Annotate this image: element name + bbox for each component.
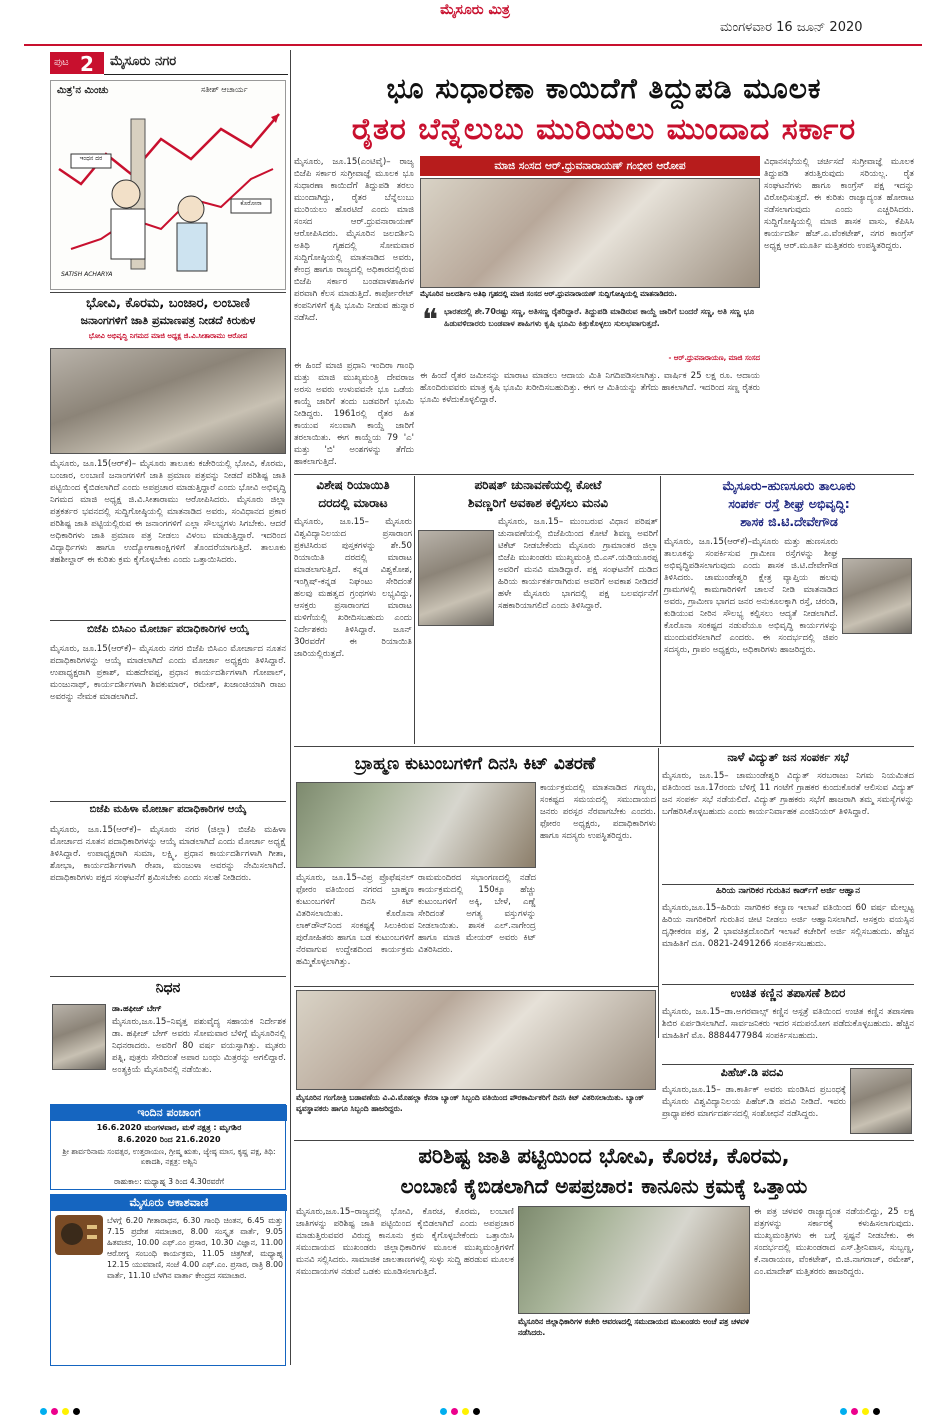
cartoon-sign-left: ಇಂಧನ ದರ [79, 155, 103, 162]
panchanga-line2: 8.6.2020 ರಿಂದ 21.6.2020 [117, 1135, 221, 1144]
mahila-headline: ಬಿಜೆಪಿ ಮಹಿಳಾ ಮೋರ್ಚಾ ಪದಾಧಿಕಾರಿಗಳ ಆಯ್ಕೆ [89, 804, 247, 815]
cartoon-sign-right: ಕೊರೋನಾ [240, 200, 262, 207]
bottom-body-left: ಮೈಸೂರು,ಜೂ.15–ರಾಜ್ಯದಲ್ಲಿ ಭೋವಿ, ಕೊರಚ, ಕೊರಮ, ಲಂಬಾಣಿ ಜಾತಿಗಳನ್ನು ಪರಿಶಿಷ್ಟ ಜಾತಿ ಪಟ್ಟಿಯಿಂದ ಕೈಬಿಡಲಾಗಿದೆ ಎಂದು ಅಪಪ್ರಚಾರ ಮಾಡುತ್ತಿರುವವರ ವಿರುದ್ಧ ಕಾನೂನು ಕ್ರಮ ಕೈಗೊಳ್ಳಬೇಕೆಂದು ಒತ್ತಾಯಿಸಿ ಸಮುದಾಯದ ಮುಖಂಡರು ಜಿಲ್ಲಾಧಿಕಾರಿಗಳ ಮೂಲಕ ಮುಖ್ಯಮಂತ್ರಿಗಳಿಗೆ ಮನವಿ ಸಲ್ಲಿಸಿದರು. ಸಾಮಾಜಿಕ ಜಾಲತಾಣಗಳಲ್ಲಿ ಸುಳ್ಳು ಸುದ್ದಿ ಹರಡುವ ಮೂಲಕ ಸಮುದಾಯಗಳ ನಡುವೆ ಒಡಕು ಮೂಡಿಸಲಾಗುತ್ತಿದೆ. [296, 1207, 514, 1277]
panchanga-line1: 16.6.2020 ಮಂಗಳವಾರ, ಮಳೆ ನಕ್ಷತ್ರ : ಮೃಗಶಿರ [96, 1123, 242, 1132]
cartoon-title: ಮಿತ್ರ'ನ ಮಿಂಚು [57, 85, 109, 96]
bottom-headline-2: ಲಂಬಾಣಿ ಕೈಬಿಡಲಾಗಿದೆ ಅಪಪ್ರಚಾರ: ಕಾನೂನು ಕ್ರಮಕ್ಕೆ ಒತ್ತಾಯ [400, 1174, 808, 1198]
bhovi-headline-2: ಜನಾಂಗಗಳಿಗೆ ಜಾತಿ ಪ್ರಮಾಣಪತ್ರ ನೀಡದೆ ಕಿರುಕುಳ [80, 314, 256, 327]
bottom-photo-caption: ಮೈಸೂರಿನ ಜಿಲ್ಲಾಧಿಕಾರಿಗಳ ಕಚೇರಿ ಆವರಣದಲ್ಲಿ ಸಮುದಾಯದ ಮುಖಂಡರು ಅಂಚೆ ಪತ್ರ ಚಳವಳಿ ನಡೆಸಿದರು. [518, 1317, 750, 1337]
vidyut-headline: ನಾಳೆ ವಿದ್ಯುತ್ ಜನ ಸಂಪರ್ಕ ಸಭೆ [727, 750, 849, 764]
brahmana-photo [296, 782, 536, 868]
cartoon-drawing [51, 99, 287, 289]
parishat-headline-1: ಪರಿಷತ್ ಚುನಾವಣೆಯಲ್ಲಿ ಕೋಟೆ [474, 478, 602, 492]
hunsur-photo [842, 558, 912, 634]
bottom-photo [518, 1206, 750, 1314]
bhovi-subhead: ಭೋವಿ ಅಭಿವೃದ್ಧಿ ನಿಗಮದ ಮಾಜಿ ಅಧ್ಯಕ್ಷ ಜಿ.ವಿ.ಸೀತಾರಾಮು ಆರೋಪ [88, 332, 248, 340]
bcm-body: ಮೈಸೂರು, ಜೂ.15(ಆರ್‌ಕೆ)– ಮೈಸೂರು ನಗರ ಬಿಜೆಪಿ ಬಿಸಿಎಂ ಮೋರ್ಚಾದ ನೂತನ ಪದಾಧಿಕಾರಿಗಳನ್ನು ಆಯ್ಕೆ ಮಾಡಲಾಗಿದೆ ಎಂದು ಮೋರ್ಚಾ ಅಧ್ಯಕ್ಷರು ತಿಳಿಸಿದ್ದಾರೆ. ಉಪಾಧ್ಯಕ್ಷರಾಗಿ ಪ್ರಕಾಶ್, ಮಹದೇವಪ್ಪ, ಪ್ರಧಾನ ಕಾರ್ಯದರ್ಶಿಗಳಾಗಿ ಗೋಪಾಲ್, ಮಂಜುನಾಥ್, ಕಾರ್ಯದರ್ಶಿಗಳಾಗಿ ಶಿವಕುಮಾರ್, ರಮೇಶ್, ಖಜಾಂಚಿಯಾಗಿ ರಾಜು ಅವರನ್ನು ನೇಮಕ ಮಾಡಲಾಗಿದೆ. [50, 644, 286, 702]
masthead [0, 0, 945, 76]
main-headline-2: ರೈತರ ಬೆನ್ನೆಲುಬು ಮುರಿಯಲು ಮುಂದಾದ ಸರ್ಕಾರ [351, 112, 857, 147]
quote-text: ಭಾರತದಲ್ಲಿ ಶೇ.70ರಷ್ಟು ಸಣ್ಣ, ಅತಿಸಣ್ಣ ರೈತರಿದ್ದಾರೆ. ತಿದ್ದುಪಡಿ ಮಾಡಿರುವ ಕಾಯ್ದೆ ಜಾರಿಗೆ ಬಂದರೆ ಸಣ್ಣ, ಅತಿ ಸಣ್ಣ ಭೂ ಹಿಡುವಳಿದಾರರು ಬಂಡವಾಳ ಶಾಹಿಗಳು ಕೃಷಿ ಭೂಮಿ ಕಿತ್ತುಕೊಳ್ಳಲು ಸುಲಭವಾಗುತ್ತದೆ. [444, 307, 755, 328]
cartoon-signature: SATISH ACHARYA [61, 271, 113, 278]
panchanga-box [50, 1104, 286, 1190]
obituary-body: ಮೈಸೂರು,ಜೂ.15–ನಿವೃತ್ತ ಪಶುವೈದ್ಯ ಸಹಾಯಕ ನಿರ್ದೇಶಕ ಡಾ. ಹಫೀಜ್ ಬೇಗ್ ಅವರು ಸೋಮವಾರ ಬೆಳಿಗ್ಗೆ ಮೈಸೂರಿನಲ್ಲಿ ನಿಧನರಾದರು. ಅವರಿಗೆ 80 ವರ್ಷ ವಯಸ್ಸಾಗಿತ್ತು. ಮೃತರು ಪತ್ನಿ, ಪುತ್ರರು ಸೇರಿದಂತೆ ಅಪಾರ ಬಂಧು ಮಿತ್ರರನ್ನು ಅಗಲಿದ್ದಾರೆ. ಅಂತ್ಯಕ್ರಿಯೆ ಮೈಸೂರಿನಲ್ಲಿ ನಡೆಯಿತು. [112, 1017, 286, 1075]
hiriya-body: ಮೈಸೂರು,ಜೂ.15–ಹಿರಿಯ ನಾಗರಿಕರ ಕಲ್ಯಾಣ ಇಲಾಖೆ ವತಿಯಿಂದ 60 ವರ್ಷ ಮೇಲ್ಪಟ್ಟ ಹಿರಿಯ ನಾಗರಿಕರಿಗೆ ಗುರುತಿನ ಚೀಟಿ ನೀಡಲು ಅರ್ಜಿ ಆಹ್ವಾನಿಸಲಾಗಿದೆ. ಆಸಕ್ತರು ವಯಸ್ಸಿನ ದೃಢೀಕರಣ ಪತ್ರ, 2 ಭಾವಚಿತ್ರದೊಂದಿಗೆ ಇಲಾಖೆ ಕಚೇರಿಗೆ ಅರ್ಜಿ ಸಲ್ಲಿಸಬಹುದು. ಹೆಚ್ಚಿನ ಮಾಹಿತಿಗೆ ದೂ. 0821-2491266 ಸಂಪರ್ಕಿಸಬಹುದು. [662, 903, 914, 949]
issue-date: ಮಂಗಳವಾರ 16 ಜೂನ್ 2020 [720, 20, 863, 35]
page-label: ಪುಟ [54, 57, 69, 68]
brahmana-body-left: ಮೈಸೂರು, ಜೂ.15–ವಿಪ್ರ ಪ್ರೊಫೆಷನಲ್ ಫೋರಂ ವತಿಯಿಂದ ನಗರದ ಬ್ರಾಹ್ಮಣ ಕುಟುಂಬಗಳಿಗೆ ದಿನಸಿ ಕಿಟ್ ವಿತರಿಸಲಾಯಿತು. ಕೊರೊನಾ ಲಾಕ್‌ಡೌನ್‌ನಿಂದ ಸಂಕಷ್ಟಕ್ಕೆ ಸಿಲುಕಿರುವ ಪುರೋಹಿತರು ಹಾಗೂ ಬಡ ಕುಟುಂಬಗಳಿಗೆ ನೆರವಾಗುವ ಉದ್ದೇಶದಿಂದ ಕಾರ್ಯಕ್ರಮ ಹಮ್ಮಿಕೊಳ್ಳಲಾಗಿತ್ತು. [296, 873, 414, 967]
panchanga-title: ಇಂದಿನ ಪಂಚಾಂಗ [51, 1105, 287, 1121]
paper-name: ಮೈಸೂರು ಮಿತ್ರ [440, 2, 510, 18]
section-title: ಮೈಸೂರು ನಗರ [110, 54, 177, 69]
main-body-col4: ವಿಧಾನಸಭೆಯಲ್ಲಿ ಚರ್ಚಿಸದೆ ಸುಗ್ರೀವಾಜ್ಞೆ ಮೂಲಕ ತಿದ್ದುಪಡಿ ತರುತ್ತಿರುವುದು ಸರಿಯಲ್ಲ. ರೈತ ಸಂಘಟನೆಗಳು ಹಾಗೂ ಕಾಂಗ್ರೆಸ್ ಪಕ್ಷ ಇದನ್ನು ವಿರೋಧಿಸುತ್ತದೆ. ಈ ಕುರಿತು ರಾಜ್ಯಾದ್ಯಂತ ಹೋರಾಟ ನಡೆಸಲಾಗುವುದು ಎಂದು ಎಚ್ಚರಿಸಿದರು. ಸುದ್ದಿಗೋಷ್ಠಿಯಲ್ಲಿ ಮಾಜಿ ಶಾಸಕ ವಾಸು, ಕೆಪಿಸಿಸಿ ಕಾರ್ಯದರ್ಶಿ ಹೆಚ್.ಎ.ವೆಂಕಟೇಶ್, ನಗರ ಕಾಂಗ್ರೆಸ್ ಅಧ್ಯಕ್ಷ ಆರ್.ಮೂರ್ತಿ ಮತ್ತಿತರರು ಉಪಸ್ಥಿತರಿದ್ದರು. [764, 157, 914, 251]
hunsur-headline-3: ಶಾಸಕ ಜಿ.ಟಿ.ದೇವೇಗೌಡ [740, 514, 838, 529]
parishat-photo [418, 530, 494, 626]
registration-marks-center [440, 1400, 560, 1410]
phd-headline: ಪಿಹೆಚ್.ಡಿ ಪದವಿ [720, 1066, 784, 1079]
hunsur-headline-1: ಮೈಸೂರು–ಹುಣಸೂರು ತಾಲೂಕು [722, 478, 856, 493]
cartoon-box [50, 80, 286, 290]
main-photo-caption: ಮೈಸೂರಿನ ಜಲದರ್ಶಿನಿ ಅತಿಥಿ ಗೃಹದಲ್ಲಿ ಮಾಜಿ ಸಂಸದ ಆರ್.ಧ್ರುವನಾರಾಯಣ್ ಸುದ್ದಿಗೋಷ್ಠಿಯಲ್ಲಿ ಮಾತನಾಡಿದರು. [420, 290, 677, 298]
vishesha-body: ಮೈಸೂರು, ಜೂ.15– ಮೈಸೂರು ವಿಶ್ವವಿದ್ಯಾನಿಲಯದ ಪ್ರಸಾರಾಂಗ ಪ್ರಕಟಿಸಿರುವ ಪುಸ್ತಕಗಳನ್ನು ಶೇ.50 ರಿಯಾಯಿತಿ ದರದಲ್ಲಿ ಮಾರಾಟ ಮಾಡಲಾಗುತ್ತಿದೆ. ಕನ್ನಡ ವಿಶ್ವಕೋಶ, ಇಂಗ್ಲಿಷ್-ಕನ್ನಡ ನಿಘಂಟು ಸೇರಿದಂತೆ ಹಲವು ಮಹತ್ವದ ಗ್ರಂಥಗಳು ಲಭ್ಯವಿದ್ದು, ಆಸಕ್ತರು ಪ್ರಸಾರಾಂಗದ ಮಾರಾಟ ಮಳಿಗೆಯಲ್ಲಿ ಖರೀದಿಸಬಹುದು ಎಂದು ನಿರ್ದೇಶಕರು ತಿಳಿಸಿದ್ದಾರೆ. ಜೂನ್ 30ರವರೆಗೆ ಈ ರಿಯಾಯಿತಿ ಜಾರಿಯಲ್ಲಿರುತ್ತದೆ. [294, 517, 412, 659]
quote-icon: ❝ [422, 303, 439, 338]
mahila-body: ಮೈಸೂರು, ಜೂ.15(ಆರ್‌ಕೆ)– ಮೈಸೂರು ನಗರ (ಜಿಲ್ಲಾ) ಬಿಜೆಪಿ ಮಹಿಳಾ ಮೋರ್ಚಾದ ನೂತನ ಪದಾಧಿಕಾರಿಗಳನ್ನು ಆಯ್ಕೆ ಮಾಡಲಾಗಿದೆ ಎಂದು ಮೋರ್ಚಾ ಅಧ್ಯಕ್ಷೆ ತಿಳಿಸಿದ್ದಾರೆ. ಉಪಾಧ್ಯಕ್ಷರಾಗಿ ಸುಮಾ, ಲಕ್ಷ್ಮಿ, ಪ್ರಧಾನ ಕಾರ್ಯದರ್ಶಿಗಳಾಗಿ ಗೀತಾ, ಶೋಭಾ, ಕಾರ್ಯದರ್ಶಿಗಳಾಗಿ ರೇಖಾ, ಮಂಜುಳಾ ಅವರನ್ನು ನೇಮಿಸಲಾಗಿದೆ. ಪದಾಧಿಕಾರಿಗಳು ಪಕ್ಷದ ಸಂಘಟನೆಗೆ ಶ್ರಮಿಸಬೇಕು ಎಂದು ಸಲಹೆ ನೀಡಿದರು. [50, 825, 286, 883]
parishat-body: ಮೈಸೂರು, ಜೂ.15– ಮುಂಬರುವ ವಿಧಾನ ಪರಿಷತ್ ಚುನಾವಣೆಯಲ್ಲಿ ಬಿಜೆಪಿಯಿಂದ ಕೋಟೆ ಶಿವಣ್ಣ ಅವರಿಗೆ ಟಿಕೆಟ್ ನೀಡಬೇಕೆಂದು ಮೈಸೂರು ಗ್ರಾಮಾಂತರ ಜಿಲ್ಲಾ ಬಿಜೆಪಿ ಮುಖಂಡರು ಮುಖ್ಯಮಂತ್ರಿ ಬಿ.ಎಸ್.ಯಡಿಯೂರಪ್ಪ ಅವರಿಗೆ ಮನವಿ ಮಾಡಿದ್ದಾರೆ. ಪಕ್ಷ ಸಂಘಟನೆಗೆ ದುಡಿದ ಹಿರಿಯ ಕಾರ್ಯಕರ್ತರಾಗಿರುವ ಅವರಿಗೆ ಅವಕಾಶ ನೀಡಿದರೆ ಹಳೇ ಮೈಸೂರು ಭಾಗದಲ್ಲಿ ಪಕ್ಷ ಬಲವರ್ಧನೆಗೆ ಸಹಕಾರಿಯಾಗಲಿದೆ ಎಂದು ತಿಳಿಸಿದ್ದಾರೆ. [498, 517, 658, 611]
main-subhead: ಮಾಜಿ ಸಂಸದ ಆರ್.ಧ್ರುವನಾರಾಯಣ್ ಗಂಭೀರ ಆರೋಪ [420, 156, 760, 176]
radio-title: ಮೈಸೂರು ಆಕಾಶವಾಣಿ [51, 1195, 287, 1211]
registration-marks-left [40, 1400, 160, 1410]
page-number: 2 [80, 52, 94, 76]
cartoon-artist: ಸತೀಶ್ ಆಚಾರ್ಯ [201, 85, 248, 94]
quote-box [420, 303, 760, 366]
main-body-col2: ಈ ಹಿಂದೆ ಮಾಜಿ ಪ್ರಧಾನಿ ಇಂದಿರಾ ಗಾಂಧಿ ಮತ್ತು ಮಾಜಿ ಮುಖ್ಯಮಂತ್ರಿ ದೇವರಾಜ ಅರಸು ಅವರು ಉಳುವವನೇ ಭೂ ಒಡೆಯ ಕಾಯ್ದೆ ಜಾರಿಗೆ ತಂದು ಬಡವರಿಗೆ ಭೂಮಿ ನೀಡಿದ್ದರು. 1961ರಲ್ಲಿ ರೈತರ ಹಿತ ಕಾಯುವ ಸಲುವಾಗಿ ಕಾಯ್ದೆ ಜಾರಿಗೆ ತರಲಾಯಿತು. ಈಗ ಕಾಯ್ದೆಯ 79 'ಎ' ಮತ್ತು 'ಬಿ' ಅಂಶಗಳನ್ನು ತೆಗೆದು ಹಾಕಲಾಗುತ್ತಿದೆ. [294, 361, 414, 467]
bcm-headline: ಬಿಜೆಪಿ ಬಿಸಿಎಂ ಮೋರ್ಚಾ ಪದಾಧಿಕಾರಿಗಳ ಆಯ್ಕೆ [86, 623, 250, 635]
bhovi-photo [50, 348, 286, 454]
panchanga-rahukala: ರಾಹುಕಾಲ: ಮಧ್ಯಾಹ್ನ 3 ರಿಂದ 4.30ರವರೆಗೆ [113, 1177, 225, 1186]
obituary-photo [52, 1004, 106, 1070]
radio-box [50, 1194, 286, 1366]
obituary-name: ಡಾ.ಹಫೀಜ್ ಬೇಗ್ [112, 1004, 162, 1013]
bottom-body-right: ಈ ಪತ್ರ ಚಳವಳಿ ರಾಜ್ಯಾದ್ಯಂತ ನಡೆಯಲಿದ್ದು, 25 ಲಕ್ಷ ಪತ್ರಗಳನ್ನು ಸರ್ಕಾರಕ್ಕೆ ಕಳುಹಿಸಲಾಗುವುದು. ಮುಖ್ಯಮಂತ್ರಿಗಳು ಈ ಬಗ್ಗೆ ಸ್ಪಷ್ಟನೆ ನೀಡಬೇಕು. ಈ ಸಂದರ್ಭದಲ್ಲಿ ಮುಖಂಡರಾದ ಎಸ್.ಶ್ರೀನಿವಾಸ, ಸುಬ್ಬಣ್ಣ, ಕೆ.ನಾರಾಯಣ, ವೆಂಕಟೇಶ್, ಬಿ.ಜಿ.ನಾಗರಾಜ್, ರಮೇಶ್, ಎಂ.ಮಾದೇಶ್ ಮತ್ತಿತರರು ಹಾಜರಿದ್ದರು. [754, 1207, 914, 1277]
hiriya-headline: ಹಿರಿಯ ನಾಗರಿಕರ ಗುರುತಿನ ಕಾರ್ಡ್‌ಗೆ ಅರ್ಜಿ ಆಹ್ವಾನ [716, 886, 860, 896]
bottom-headline-1: ಪರಿಶಿಷ್ಟ ಜಾತಿ ಪಟ್ಟಿಯಿಂದ ಭೋವಿ, ಕೊರಚ, ಕೊರಮ, [418, 1144, 790, 1168]
photo-story-image [296, 990, 656, 1090]
uchita-body: ಮೈಸೂರು, ಜೂ.15–ಡಾ.ಅಗರವಾಲ್ಸ್ ಕಣ್ಣಿನ ಆಸ್ಪತ್ರೆ ವತಿಯಿಂದ ಉಚಿತ ಕಣ್ಣಿನ ತಪಾಸಣಾ ಶಿಬಿರ ಏರ್ಪಡಿಸಲಾಗಿದೆ. ಸಾರ್ವಜನಿಕರು ಇದರ ಸದುಪಯೋಗ ಪಡೆದುಕೊಳ್ಳಬಹುದು. ಹೆಚ್ಚಿನ ಮಾಹಿತಿಗೆ ಮೊ. 8884477984 ಸಂಪರ್ಕಿಸಬಹುದು. [662, 1007, 914, 1041]
main-body-col3: ಈ ಹಿಂದೆ ರೈತರ ಜಮೀನನ್ನು ಮಾರಾಟ ಮಾಡಲು ಆದಾಯ ಮಿತಿ ನಿಗದಿಪಡಿಸಲಾಗಿತ್ತು. ವಾರ್ಷಿಕ 25 ಲಕ್ಷ ರೂ. ಆದಾಯ ಹೊಂದಿರುವವರು ಮಾತ್ರ ಕೃಷಿ ಭೂಮಿ ಖರೀದಿಸಬಹುದಿತ್ತು. ಈಗ ಆ ಮಿತಿಯನ್ನು ತೆಗೆದು ಹಾಕಲಾಗಿದೆ. ಇದರಿಂದ ಸಣ್ಣ ರೈತರು ಭೂಮಿ ಕಳೆದುಕೊಳ್ಳಲಿದ್ದಾರೆ. [420, 371, 760, 405]
photo-story-caption: ಮೈಸೂರಿನ ಗಂಗೋತ್ರಿ ಬಡಾವಣೆಯ ವಿ.ವಿ.ಮೊಹಲ್ಲಾ ಕೆನರಾ ಬ್ಯಾಂಕ್ ಸಿಬ್ಬಂದಿ ವತಿಯಿಂದ ಪೌರಕಾರ್ಮಿಕರಿಗೆ ದಿನಸಿ ಕಿಟ್ ವಿತರಿಸಲಾಯಿತು. ಬ್ಯಾಂಕ್ ವ್ಯವಸ್ಥಾಪಕರು ಹಾಗೂ ಸಿಬ್ಬಂದಿ ಹಾಜರಿದ್ದರು. [296, 1093, 644, 1113]
brahmana-headline: ಬ್ರಾಹ್ಮಣ ಕುಟುಂಬಗಳಿಗೆ ದಿನಸಿ ಕಿಟ್ ವಿತರಣೆ [354, 754, 596, 774]
phd-body: ಮೈಸೂರು,ಜೂ.15– ಡಾ.ಕಾರ್ತಿಕ್ ಅವರು ಮಂಡಿಸಿದ ಪ್ರಬಂಧಕ್ಕೆ ಮೈಸೂರು ವಿಶ್ವವಿದ್ಯಾನಿಲಯ ಪಿಹೆಚ್.ಡಿ ಪದವಿ ನೀಡಿದೆ. ಇವರು ಪ್ರಾಧ್ಯಾಪಕರ ಮಾರ್ಗದರ್ಶನದಲ್ಲಿ ಸಂಶೋಧನೆ ನಡೆಸಿದ್ದರು. [662, 1085, 846, 1119]
radio-body: ಬೆಳಗ್ಗೆ 6.20 ಗೀತಾರಾಧನ, 6.30 ಗಾಂಧಿ ಚಿಂತನ, 6.45 ಮತ್ತು 7.15 ಪ್ರದೇಶ ಸಮಾಚಾರ, 8.00 ಸಂಸ್ಕೃತ ವಾರ್ತೆ, 9.05 ಹಿತವಚನ, 10.00 ಎಫ್.ಎಂ ಪ್ರಸಾರ, 10.30 ವಿಜ್ಞಾನ, 11.00 ಆರೋಗ್ಯ ಸಂಬಂಧಿ ಕಾರ್ಯಕ್ರಮ, 11.05 ಚಿತ್ರಗೀತೆ, ಮಧ್ಯಾಹ್ನ 12.15 ಯುವವಾಣಿ, ಸಂಜೆ 4.00 ಎಫ್.ಎಂ. ಪ್ರಸಾರ, ರಾತ್ರಿ 8.00 ವಾರ್ತೆ, 11.10 ಬೆಳಗಿನ ವಾರ್ತಾ ಕೇಂದ್ರದ ಸಮಾಚಾರ. [107, 1216, 283, 1280]
hunsur-body: ಮೈಸೂರು, ಜೂ.15(ಆರ್‌ಕೆ)–ಮೈಸೂರು ಮತ್ತು ಹುಣಸೂರು ತಾಲೂಕನ್ನು ಸಂಪರ್ಕಿಸುವ ಗ್ರಾಮೀಣ ರಸ್ತೆಗಳನ್ನು ಶೀಘ್ರ ಅಭಿವೃದ್ಧಿಪಡಿಸಲಾಗುವುದು ಎಂದು ಶಾಸಕ ಜಿ.ಟಿ.ದೇವೇಗೌಡ ತಿಳಿಸಿದರು. ಚಾಮುಂಡೇಶ್ವರಿ ಕ್ಷೇತ್ರ ವ್ಯಾಪ್ತಿಯ ಹಲವು ಗ್ರಾಮಗಳಲ್ಲಿ ಕಾಮಗಾರಿಗಳಿಗೆ ಚಾಲನೆ ನೀಡಿ ಮಾತನಾಡಿದ ಅವರು, ಗ್ರಾಮೀಣ ಭಾಗದ ಜನರ ಅನುಕೂಲಕ್ಕಾಗಿ ರಸ್ತೆ, ಚರಂಡಿ, ಕುಡಿಯುವ ನೀರಿನ ಸೌಲಭ್ಯ ಕಲ್ಪಿಸಲು ಆದ್ಯತೆ ನೀಡಲಾಗಿದೆ. ಕೊರೊನಾ ಸಂಕಷ್ಟದ ನಡುವೆಯೂ ಅಭಿವೃದ್ಧಿ ಕಾರ್ಯಗಳನ್ನು ಮುಂದುವರೆಸಲಾಗಿದೆ ಎಂದರು. ಈ ಸಂದರ್ಭದಲ್ಲಿ ಜಿಪಂ ಸದಸ್ಯರು, ಗ್ರಾಪಂ ಅಧ್ಯಕ್ಷರು, ಅಧಿಕಾರಿಗಳು ಹಾಜರಿದ್ದರು. [664, 537, 838, 655]
bhovi-body: ಮೈಸೂರು, ಜೂ.15(ಆರ್‌ಕೆ)– ಮೈಸೂರು ತಾಲೂಕು ಕಚೇರಿಯಲ್ಲಿ ಭೋವಿ, ಕೊರಮ, ಬಂಜಾರ, ಲಂಬಾಣಿ ಜನಾಂಗಗಳಿಗೆ ಜಾತಿ ಪ್ರಮಾಣ ಪತ್ರವನ್ನು ನೀಡದೆ ಪರಿಶಿಷ್ಟ ಜಾತಿ ಪಟ್ಟಿಯಿಂದ ಕೈಬಿಡಲಾಗಿದೆ ಎಂದು ಅಪಪ್ರಚಾರ ಮಾಡುತ್ತಿದ್ದಾರೆ ಎಂದು ಭೋವಿ ಅಭಿವೃದ್ಧಿ ನಿಗಮದ ಮಾಜಿ ಅಧ್ಯಕ್ಷ ಜಿ.ವಿ.ಸೀತಾರಾಮು ಆರೋಪಿಸಿದರು. ಮೈಸೂರು ಜಿಲ್ಲಾ ಪತ್ರಕರ್ತರ ಭವನದಲ್ಲಿ ಸುದ್ದಿಗೋಷ್ಠಿಯಲ್ಲಿ ಮಾತನಾಡಿದ ಅವರು, ಸಂವಿಧಾನದ ಪ್ರಕಾರ ಪರಿಶಿಷ್ಟ ಜಾತಿ ಪಟ್ಟಿಯಲ್ಲಿರುವ ಈ ಜನಾಂಗಗಳಿಗೆ ಎಲ್ಲಾ ಸೌಲಭ್ಯಗಳು ಸಿಗಬೇಕು. ಆದರೆ ಅಧಿಕಾರಿಗಳು ಜಾತಿ ಪ್ರಮಾಣ ಪತ್ರ ನೀಡಲು ವಿಳಂಬ ಮಾಡುತ್ತಿದ್ದಾರೆ. ಇದರಿಂದ ವಿದ್ಯಾರ್ಥಿಗಳು ಹಾಗೂ ಉದ್ಯೋಗಾಕಾಂಕ್ಷಿಗಳಿಗೆ ತೊಂದರೆಯಾಗುತ್ತಿದೆ. ತಾಲೂಕು ತಹಶೀಲ್ದಾರ್ ಈ ಕುರಿತು ಕ್ರಮ ಕೈಗೊಳ್ಳಬೇಕು ಎಂದು ಒತ್ತಾಯಿಸಿದರು. [50, 459, 286, 565]
vidyut-body: ಮೈಸೂರು, ಜೂ.15– ಚಾಮುಂಡೇಶ್ವರಿ ವಿದ್ಯುತ್ ಸರಬರಾಜು ನಿಗಮ ನಿಯಮಿತದ ವತಿಯಿಂದ ಜೂ.17ರಂದು ಬೆಳಿಗ್ಗೆ 11 ಗಂಟೆಗೆ ಗ್ರಾಹಕರ ಕುಂದುಕೊರತೆ ಆಲಿಸುವ ವಿದ್ಯುತ್ ಜನ ಸಂಪರ್ಕ ಸಭೆ ನಡೆಯಲಿದೆ. ವಿದ್ಯುತ್ ಗ್ರಾಹಕರು ಸಭೆಗೆ ಹಾಜರಾಗಿ ತಮ್ಮ ಸಮಸ್ಯೆಗಳನ್ನು ಬಗೆಹರಿಸಿಕೊಳ್ಳಬಹುದು ಎಂದು ಕಾರ್ಯನಿರ್ವಾಹಕ ಎಂಜಿನಿಯರ್ ತಿಳಿಸಿದ್ದಾರೆ. [662, 771, 914, 817]
quote-credit: - ಆರ್.ಧ್ರುವನಾರಾಯಣ, ಮಾಜಿ ಸಂಸದ [668, 354, 760, 362]
brahmana-body-mid: ರಾಮಮಂದಿರದ ಸಭಾಂಗಣದಲ್ಲಿ ನಡೆದ ಕಾರ್ಯಕ್ರಮದಲ್ಲಿ 150ಕ್ಕೂ ಹೆಚ್ಚು ಕುಟುಂಬಗಳಿಗೆ ಅಕ್ಕಿ, ಬೇಳೆ, ಎಣ್ಣೆ ಸೇರಿದಂತೆ ಅಗತ್ಯ ವಸ್ತುಗಳನ್ನು ನೀಡಲಾಯಿತು. ಶಾಸಕ ಎಲ್.ನಾಗೇಂದ್ರ ಹಾಗೂ ಮಾಜಿ ಮೇಯರ್ ಅವರು ಕಿಟ್ ವಿತರಿಸಿದರು. [418, 873, 536, 955]
main-photo [420, 178, 760, 288]
hunsur-headline-2: ಸಂಪರ್ಕ ರಸ್ತೆ ಶೀಘ್ರ ಅಭಿವೃದ್ಧಿ: [728, 496, 850, 511]
vishesha-headline-2: ದರದಲ್ಲಿ ಮಾರಾಟ [318, 496, 388, 510]
hunsur-box [664, 478, 914, 744]
brahmana-body-right: ಕಾರ್ಯಕ್ರಮದಲ್ಲಿ ಮಾತನಾಡಿದ ಗಣ್ಯರು, ಸಂಕಷ್ಟದ ಸಮಯದಲ್ಲಿ ಸಮುದಾಯದ ಜನರು ಪರಸ್ಪರ ನೆರವಾಗಬೇಕು ಎಂದರು. ಫೋರಂ ಅಧ್ಯಕ್ಷರು, ಪದಾಧಿಕಾರಿಗಳು ಹಾಗೂ ಸದಸ್ಯರು ಉಪಸ್ಥಿತರಿದ್ದರು. [540, 783, 656, 841]
parishat-headline-2: ಶಿವಣ್ಣರಿಗೆ ಅವಕಾಶ ಕಲ್ಪಿಸಲು ಮನವಿ [468, 496, 608, 510]
page-badge [50, 52, 104, 74]
registration-marks-right [840, 1400, 920, 1410]
radio-icon [55, 1215, 103, 1255]
phd-photo [850, 1068, 912, 1134]
main-headline-1: ಭೂ ಸುಧಾರಣಾ ಕಾಯಿದೆಗೆ ತಿದ್ದುಪಡಿ ಮೂಲಕ [386, 72, 822, 105]
uchita-headline: ಉಚಿತ ಕಣ್ಣಿನ ತಪಾಸಣೆ ಶಿಬಿರ [730, 986, 846, 1000]
obituary-section: ನಿಧನ [155, 980, 181, 996]
bhovi-headline-1: ಭೋವಿ, ಕೊರಮ, ಬಂಜಾರ, ಲಂಬಾಣಿ [86, 296, 250, 311]
main-body-col1: ಮೈಸೂರು, ಜೂ.15(ಎಂಟಿವೈ)– ರಾಜ್ಯ ಬಿಜೆಪಿ ಸರ್ಕಾರ ಸುಗ್ರೀವಾಜ್ಞೆ ಮೂಲಕ ಭೂ ಸುಧಾರಣಾ ಕಾಯಿದೆಗೆ ತಿದ್ದುಪಡಿ ತರಲು ಮುಂದಾಗಿದ್ದು, ರೈತರ ಬೆನ್ನೆಲುಬು ಮುರಿಯಲು ಹೊರಟಿದೆ ಎಂದು ಮಾಜಿ ಸಂಸದ ಆರ್.ಧ್ರುವನಾರಾಯಣ್ ಆರೋಪಿಸಿದರು. ಮೈಸೂರಿನ ಜಲದರ್ಶಿನಿ ಅತಿಥಿ ಗೃಹದಲ್ಲಿ ಸೋಮವಾರ ಸುದ್ದಿಗೋಷ್ಠಿಯಲ್ಲಿ ಮಾತನಾಡಿದ ಅವರು, ಕೇಂದ್ರ ಹಾಗೂ ರಾಜ್ಯದಲ್ಲಿ ಅಧಿಕಾರದಲ್ಲಿರುವ ಬಿಜೆಪಿ ಸರ್ಕಾರ ಬಂಡವಾಳಶಾಹಿಗಳ ಪರವಾಗಿ ಕೆಲಸ ಮಾಡುತ್ತಿದೆ. ಕಾರ್ಪೋರೇಟ್ ಕಂಪನಿಗಳಿಗೆ ಕೃಷಿ ಭೂಮಿ ನೀಡುವ ಹುನ್ನಾರ ನಡೆಸಿದೆ. [294, 157, 414, 323]
panchanga-body: ಶ್ರೀ ಶಾರ್ವರಿನಾಮ ಸಂವತ್ಸರ, ಉತ್ತರಾಯಣ, ಗ್ರೀಷ್ಮ ಋತು, ಜ್ಯೇಷ್ಠ ಮಾಸ, ಕೃಷ್ಣ ಪಕ್ಷ, ತಿಥಿ: ಏಕಾದಶಿ, ನಕ್ಷತ್ರ: ಅಶ್ವಿನಿ [62, 1147, 276, 1166]
vishesha-headline-1: ವಿಶೇಷ ರಿಯಾಯಿತಿ [316, 478, 390, 492]
